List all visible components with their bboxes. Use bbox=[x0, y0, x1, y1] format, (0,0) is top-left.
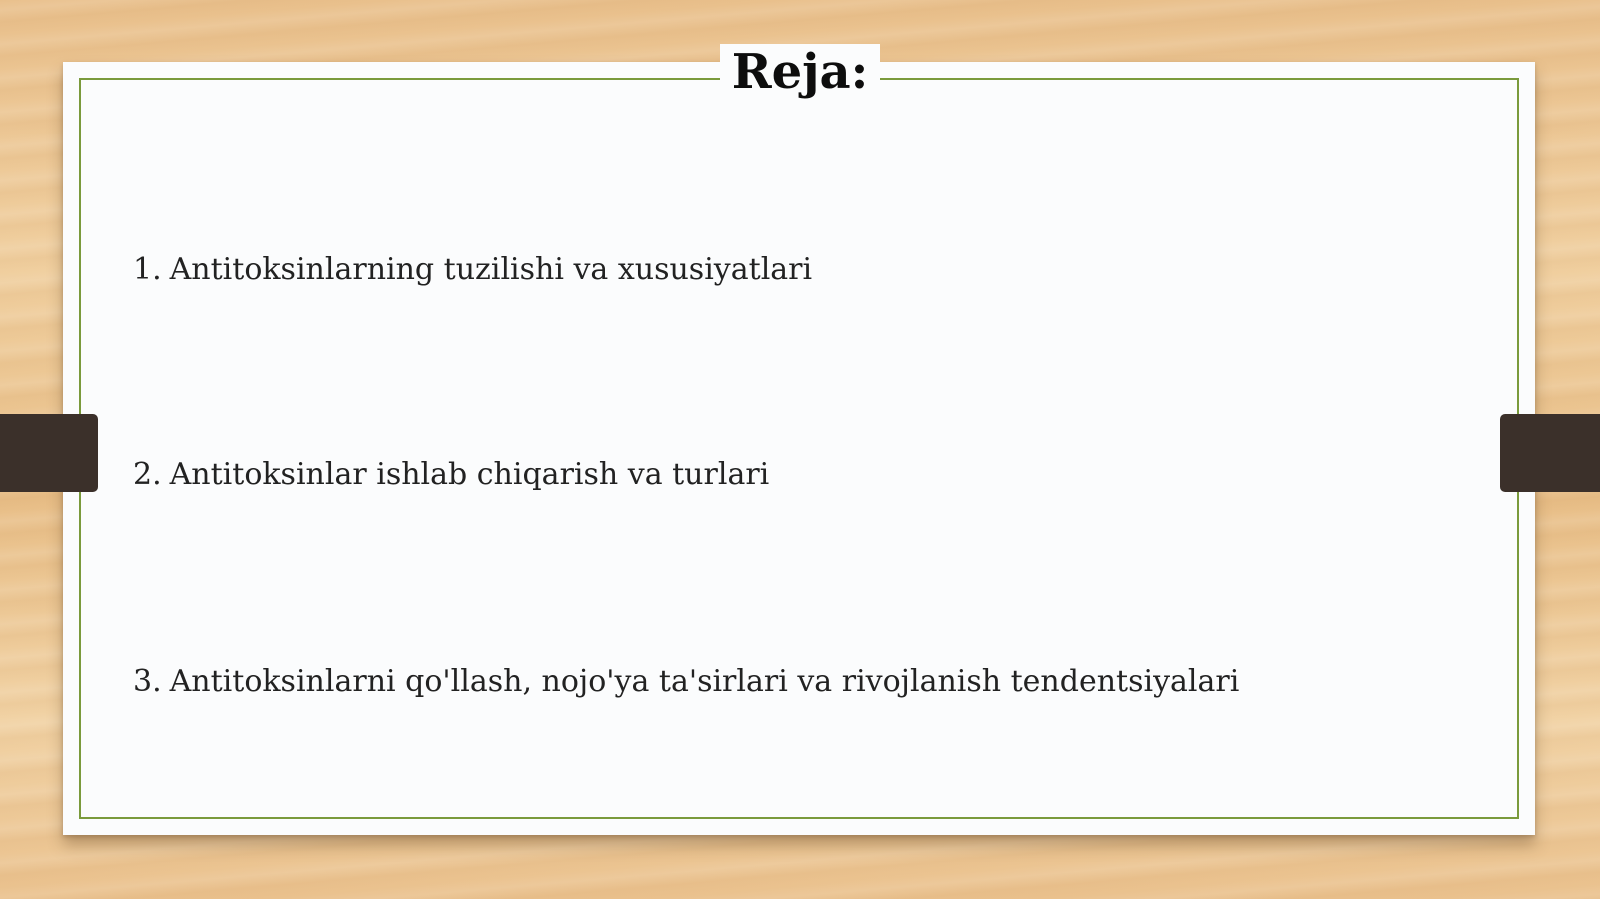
list-item bbox=[133, 662, 1239, 702]
list-item-number: 2. bbox=[133, 457, 162, 492]
slide-title bbox=[0, 42, 1600, 102]
list-item-text: Antitoksinlarni qo'llash, nojo'ya ta'sirlari va rivojlanish tendentsiyalari bbox=[169, 664, 1240, 699]
slide-frame-border bbox=[79, 78, 1519, 819]
left-binder-tab bbox=[0, 414, 98, 492]
slide-card bbox=[63, 62, 1535, 835]
list-item bbox=[133, 250, 812, 290]
list-item-text: Antitoksinlar ishlab chiqarish va turlari bbox=[169, 457, 770, 492]
right-binder-tab bbox=[1500, 414, 1600, 492]
list-item-number: 3. bbox=[133, 664, 162, 699]
slide-title-text: Reja: bbox=[720, 44, 881, 100]
list-item-text: Antitoksinlarning tuzilishi va xususiyatlari bbox=[169, 252, 813, 287]
list-item-number: 1. bbox=[133, 252, 162, 287]
list-item bbox=[133, 455, 769, 495]
